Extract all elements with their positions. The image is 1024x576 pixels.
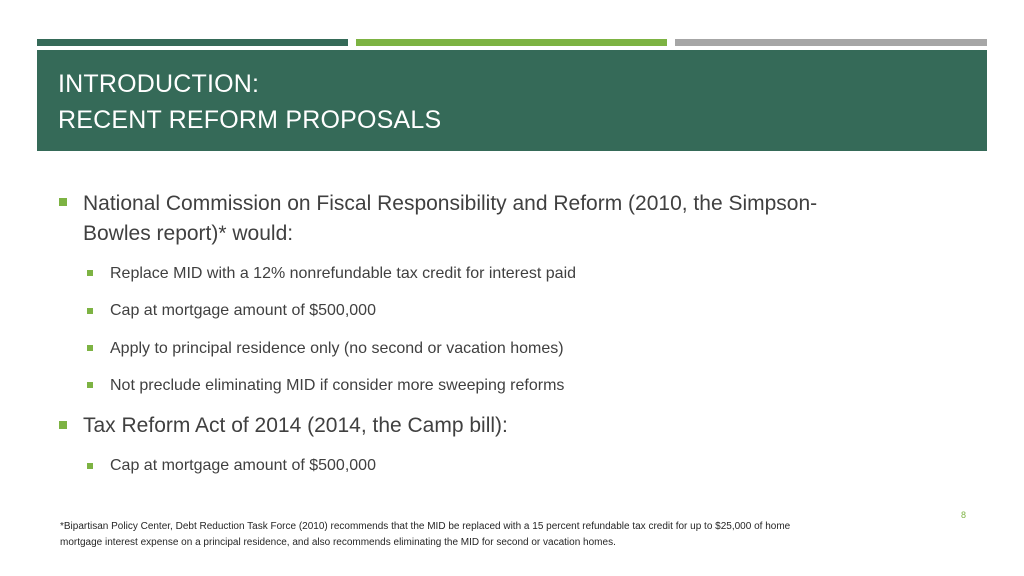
title-banner: [37, 50, 987, 151]
page-number: 8: [960, 510, 966, 520]
sub-bullet-square-icon: [87, 345, 93, 351]
slide-title-line-2: RECENT REFORM PROPOSALS: [58, 106, 442, 134]
bullet-1-line-1: National Commission on Fiscal Responsibility and Reform (2010, the Simpson-: [83, 192, 818, 215]
footnote-line-1: *Bipartisan Policy Center, Debt Reduction Task Force (2010) recommends that the MID be replaced with a 15 percent refundable tax credit for up to $25,000 of home: [60, 521, 791, 532]
footnote: [60, 519, 960, 551]
bullet-1-line-2: Bowles report)* would:: [83, 222, 294, 245]
slide-title-line-1: INTRODUCTION:: [58, 70, 260, 98]
bullet-square-icon: [59, 198, 67, 206]
footnote-line-2: mortgage interest expense on a principal residence, and also recommends eliminating the MID for second or vacation homes.: [60, 537, 616, 548]
accent-bar-gray: [675, 39, 987, 46]
bullet-1-sub-3: Apply to principal residence only (no second or vacation homes): [110, 340, 564, 357]
bullet-2-line-1: Tax Reform Act of 2014 (2014, the Camp bill):: [83, 414, 508, 437]
bullet-2-sub-1: Cap at mortgage amount of $500,000: [110, 457, 376, 474]
sub-bullet-square-icon: [87, 270, 93, 276]
accent-bar-green-light: [356, 39, 667, 46]
sub-bullet-square-icon: [87, 463, 93, 469]
sub-bullet-square-icon: [87, 382, 93, 388]
bullet-1-sub-2: Cap at mortgage amount of $500,000: [110, 302, 376, 319]
accent-bar-green-dark: [37, 39, 348, 46]
bullet-square-icon: [59, 421, 67, 429]
bullet-1-sub-1: Replace MID with a 12% nonrefundable tax credit for interest paid: [110, 265, 577, 282]
sub-bullet-square-icon: [87, 308, 93, 314]
bullet-1-sub-4: Not preclude eliminating MID if consider more sweeping reforms: [110, 377, 565, 394]
